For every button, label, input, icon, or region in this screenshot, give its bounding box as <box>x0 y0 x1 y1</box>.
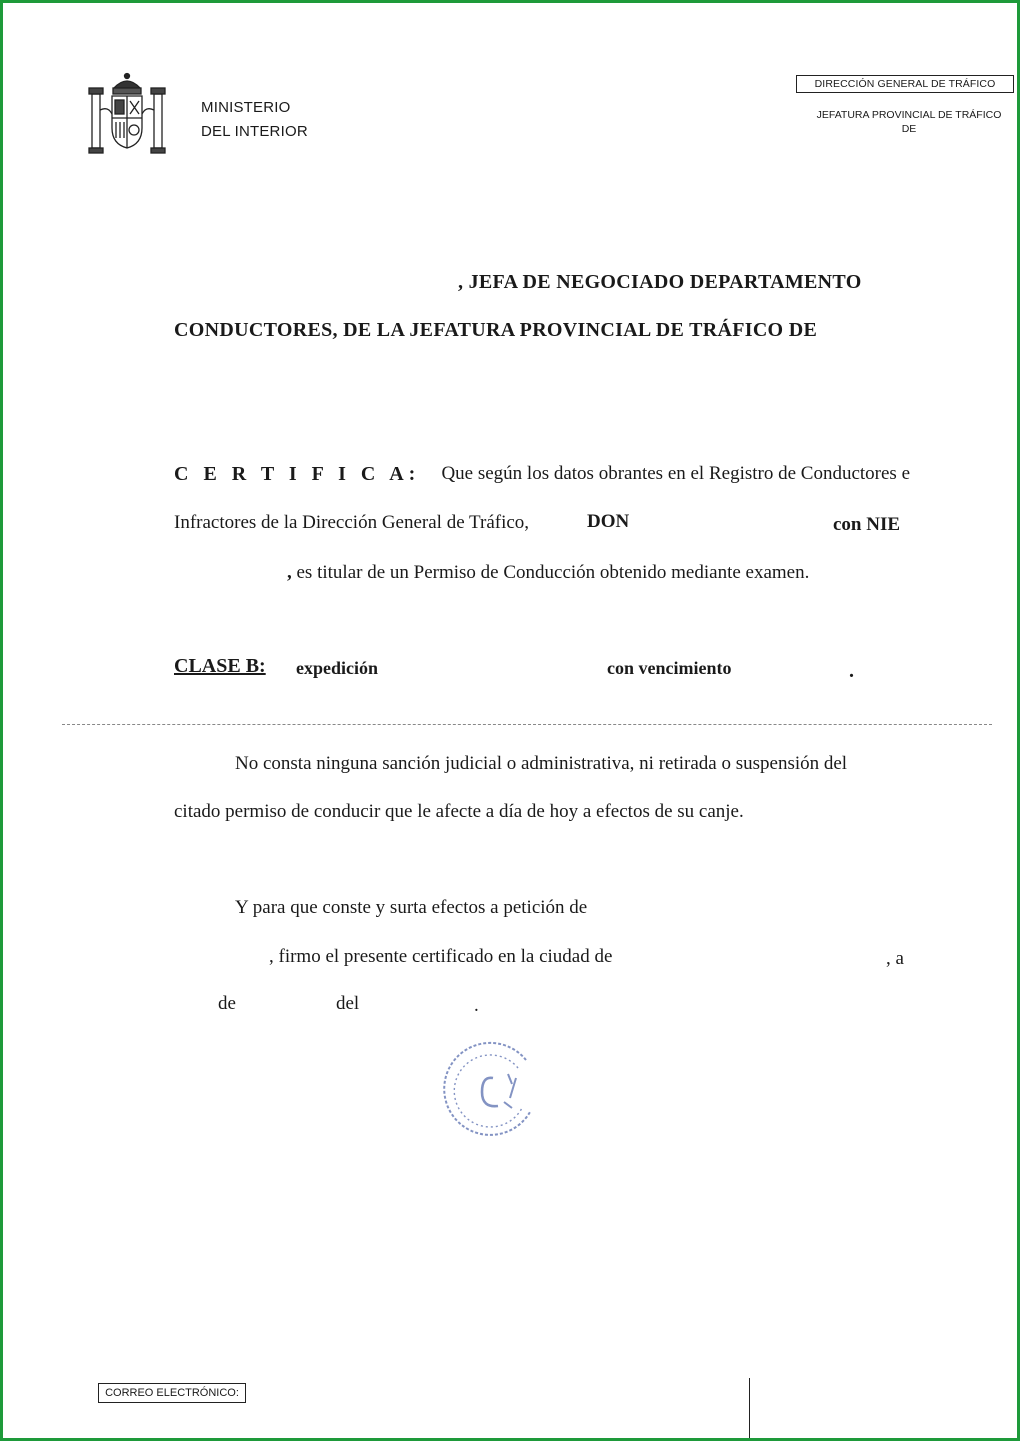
comma: , <box>287 562 292 583</box>
don-label: DON <box>587 511 630 532</box>
ministry-name <box>201 96 308 144</box>
certifica-heading: C E R T I F I C A: <box>174 463 421 485</box>
closing-line2: , firmo el presente certificado en la ciudad de <box>269 946 613 967</box>
dgt-label-box: DIRECCIÓN GENERAL DE TRÁFICO <box>796 75 1014 93</box>
closing-line2-end: , a <box>886 948 904 969</box>
official-stamp-icon <box>438 1038 542 1142</box>
footer-divider <box>749 1378 750 1438</box>
certifica-line2-start: Infractores de la Dirección General de Tráfico, <box>174 512 530 533</box>
jefatura-provincial <box>800 108 1018 136</box>
email-label-box: CORREO ELECTRÓNICO: <box>98 1383 246 1403</box>
expedicion-label: expedición <box>296 658 379 678</box>
headline-line1: , JEFA DE NEGOCIADO DEPARTAMENTO <box>458 271 862 293</box>
separator-line <box>62 724 992 725</box>
date-de: de <box>218 993 236 1014</box>
certifica-line1-text: Que según los datos obrantes en el Registro de Conductores e <box>441 463 910 484</box>
date-del: del <box>336 993 360 1014</box>
vencimiento-label: con vencimiento <box>607 658 732 678</box>
jefatura-line1: JEFATURA PROVINCIAL DE TRÁFICO <box>816 109 1002 121</box>
sancion-line2: citado permiso de conducir que le afecte a día de hoy a efectos de su canje. <box>174 801 744 822</box>
ministry-line1: MINISTERIO <box>201 99 291 116</box>
clase-b-label: CLASE B: <box>174 655 266 677</box>
certifica-line1 <box>174 463 910 486</box>
ministry-line2: DEL INTERIOR <box>201 123 308 140</box>
coat-of-arms-icon <box>86 70 168 156</box>
date-end-dot: . <box>474 995 479 1016</box>
con-nie-label: con NIE <box>833 514 901 535</box>
certifica-line3 <box>287 562 809 584</box>
closing-line1: Y para que conste y surta efectos a petición de <box>235 897 588 918</box>
headline-line2: CONDUCTORES, DE LA JEFATURA PROVINCIAL DE TRÁFICO DE <box>174 319 818 341</box>
certifica-line3-text: es titular de un Permiso de Conducción obtenido mediante examen. <box>296 562 810 583</box>
sancion-line1: No consta ninguna sanción judicial o administrativa, ni retirada o suspensión del <box>235 753 848 774</box>
jefatura-line2: DE <box>901 123 917 135</box>
clase-end-dot: . <box>849 660 854 682</box>
